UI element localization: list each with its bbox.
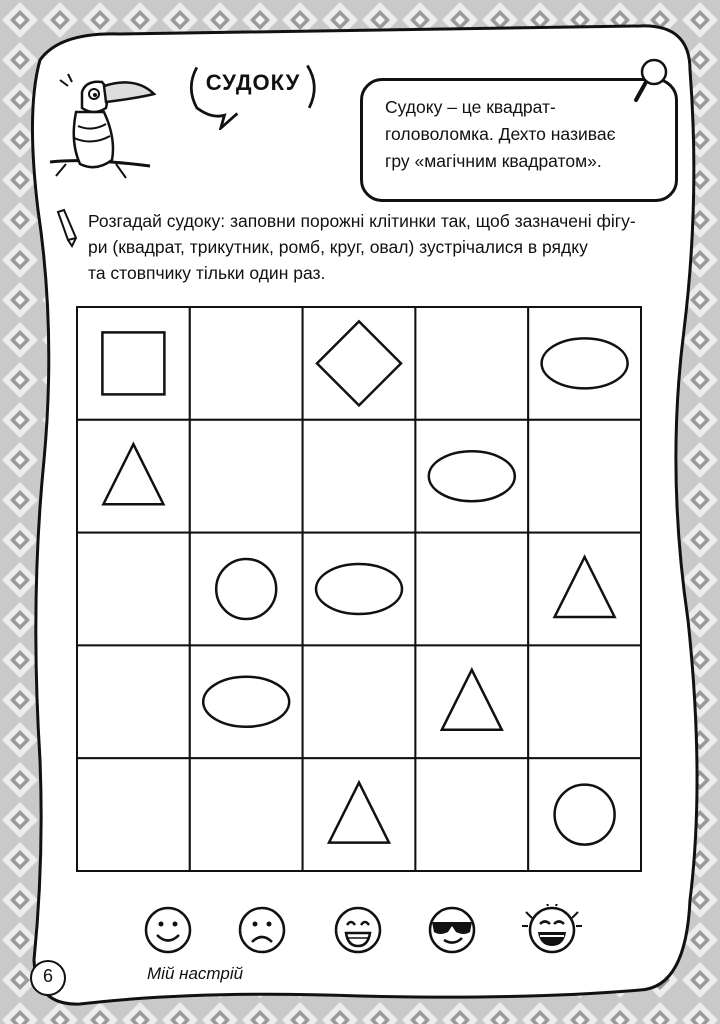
grid-cell-empty[interactable] bbox=[77, 533, 190, 646]
grid-cell-filled bbox=[190, 533, 303, 646]
grid-cell-empty[interactable] bbox=[190, 307, 303, 420]
grid-cell-empty[interactable] bbox=[415, 758, 528, 871]
grid-cell-empty[interactable] bbox=[190, 420, 303, 533]
grid-cell-filled bbox=[528, 758, 641, 871]
sunglasses-icon[interactable] bbox=[430, 908, 474, 952]
grid-cell-filled bbox=[415, 645, 528, 758]
page-title: СУДОКУ bbox=[205, 70, 301, 95]
smile-icon[interactable] bbox=[146, 908, 190, 952]
grid-cell-empty[interactable] bbox=[190, 758, 303, 871]
grid-cell-empty[interactable] bbox=[415, 307, 528, 420]
grid-cell-filled bbox=[415, 420, 528, 533]
grid-cell-empty[interactable] bbox=[77, 758, 190, 871]
grid-cell-empty[interactable] bbox=[528, 420, 641, 533]
grid-cell-empty[interactable] bbox=[303, 420, 416, 533]
grid-cell-filled bbox=[303, 758, 416, 871]
grid-cell-empty[interactable] bbox=[77, 645, 190, 758]
laughing-icon[interactable] bbox=[522, 904, 582, 952]
mood-row bbox=[140, 904, 610, 960]
pencil-icon bbox=[54, 208, 80, 248]
grid-cell-filled bbox=[190, 645, 303, 758]
page-number: 6 bbox=[42, 966, 53, 986]
grid-cell-filled bbox=[528, 533, 641, 646]
magnifier-icon bbox=[632, 56, 672, 106]
info-text: Судоку – це квадрат- головоломка. Дехто називає гру «магічним квадратом». bbox=[385, 97, 616, 171]
sad-icon[interactable] bbox=[240, 908, 284, 952]
grid-cell-filled bbox=[303, 533, 416, 646]
grid-cell-filled bbox=[77, 420, 190, 533]
grin-icon[interactable] bbox=[336, 908, 380, 952]
mood-label: Мій настрій bbox=[147, 964, 244, 983]
grid-cell-empty[interactable] bbox=[528, 645, 641, 758]
grid-cell-filled bbox=[528, 307, 641, 420]
grid-cell-empty[interactable] bbox=[415, 533, 528, 646]
sudoku-grid bbox=[76, 306, 642, 872]
toucan-illustration bbox=[46, 72, 158, 192]
grid-cell-filled bbox=[77, 307, 190, 420]
grid-cell-filled bbox=[303, 307, 416, 420]
grid-cell-empty[interactable] bbox=[303, 645, 416, 758]
instruction-text: Розгадай судоку: заповни порожні клітинки так, щоб зазначені фігу- ри (квадрат, трикутник, ромб, круг, овал) зустрічалися в рядку та стовпчику тільки один раз. bbox=[88, 211, 636, 283]
